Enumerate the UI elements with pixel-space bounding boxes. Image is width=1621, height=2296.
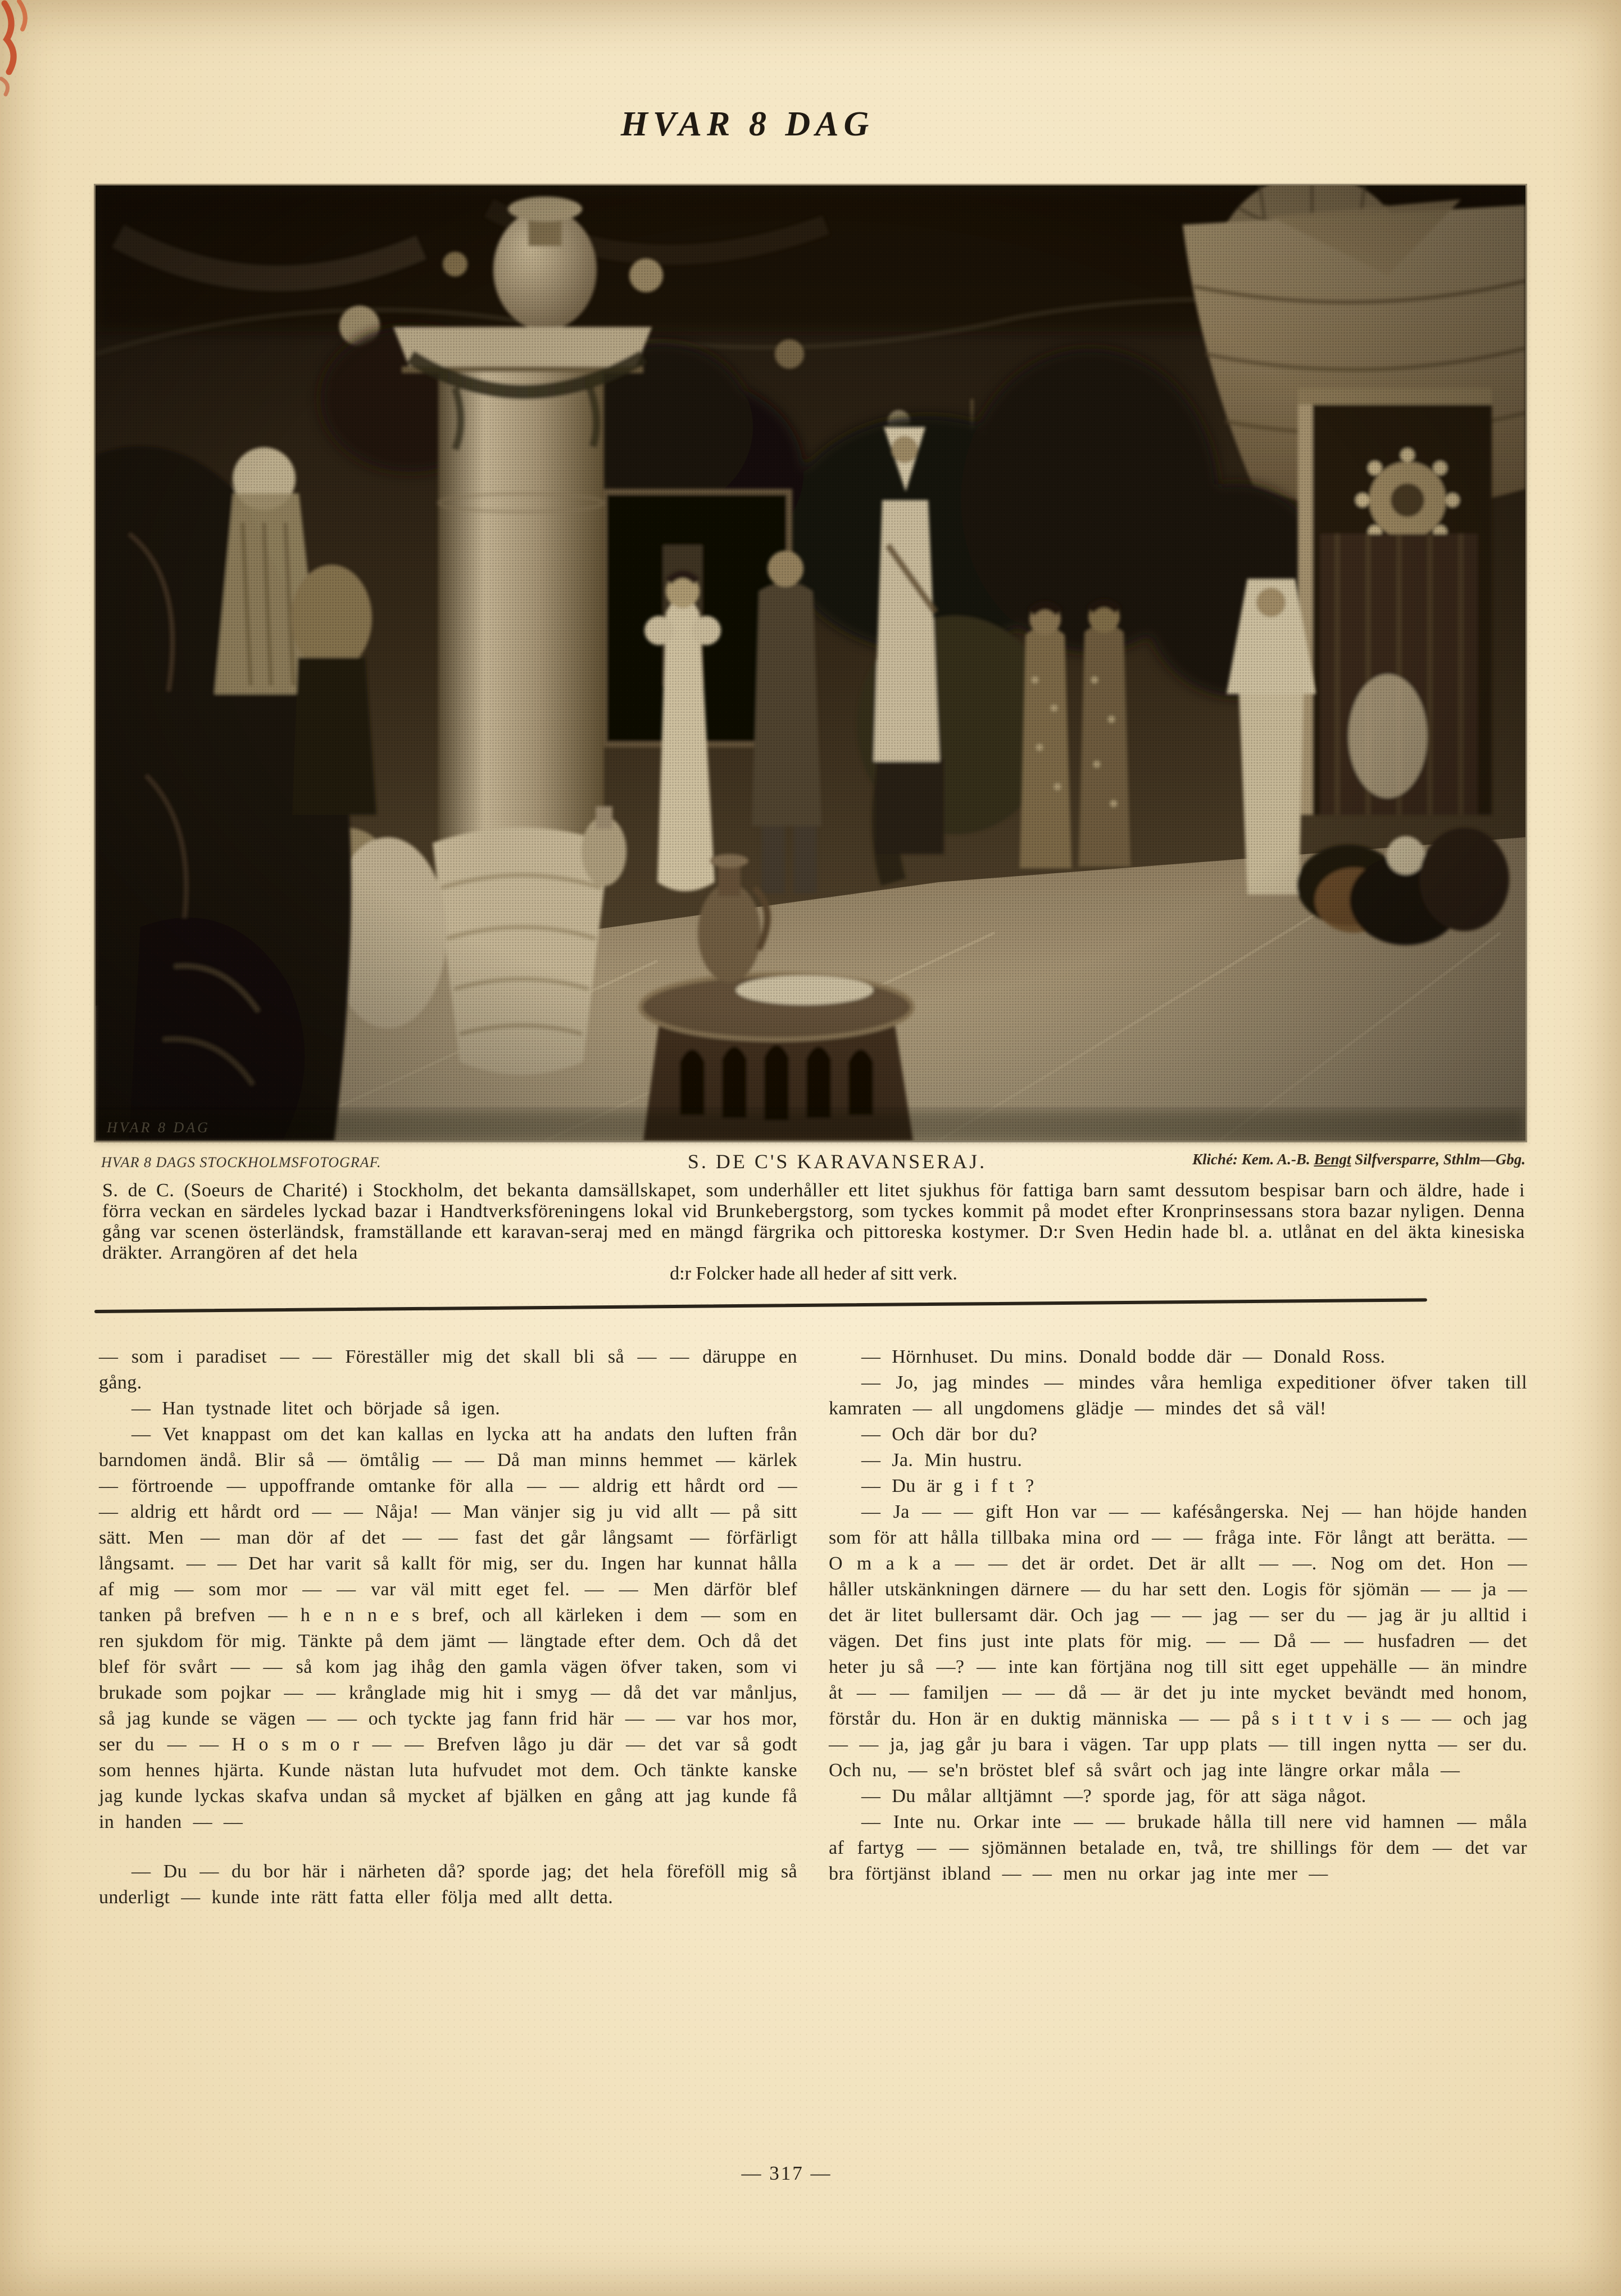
paragraph: — Ja. Min hustru.: [861, 1450, 1023, 1471]
photo-title-caption: S. DE C'S KARAVANSERAJ.: [687, 1150, 987, 1173]
paragraph: — Hörnhuset. Du mins. Donald bodde där — Donald Ross.: [861, 1346, 1386, 1367]
paragraph: — Och där bor du?: [861, 1424, 1038, 1445]
paragraph: — Du målar alltjämnt —? sporde jag, för att säga något.: [861, 1786, 1366, 1807]
paragraph: — som i paradiset — — Föreställer mig det skall bli så — — däruppe en gång.: [99, 1346, 797, 1393]
credit-name-underlined: Bengt: [1314, 1151, 1351, 1168]
paragraph: — Vet knappast om det kan kallas en lycka att ha andats den luften från barndomen ändå. Blir så — ömtålig — — Då man minns hemmet — kärlek — förtroende — uppoffrande omtanke för alla — — aldrig ett hårdt ord — — aldrig ett hårdt ord — — Nåja! — Man vänjer sig ju vid allt — på sitt sätt. Men — man dör af det — — fast det går långsamt — förfärligt långsamt. — — Det har varit så kallt för mig, ser du. Ingen har kunnat hålla af mig — som mor — — var väl mitt eget fel. — — Men därför blef tanken på brefven — h e n n e s bref, och all kärleken i dem — som en ren sjukdom för mig. Tänkte på dem jämt — längtade efter dem. Och då det blef för svårt — — så kom jag ihåg den gamla vägen öfver taken, som vi brukade som pojkar — — krånglade mig hit i smyg — då det var månljus, så jag kunde se vägen — — och tyckte jag fann frid här — — var hos mor, ser du — — H o s m o r — — Brefven lågo ju där — det var så godt som hennes hjärta. Kunde nästan luta hufvudet mot dem. Och tänkte kanske jag kunde lyckas skafva undan så mycket af bjälken en gång att jag kunde få in handen — —: [99, 1424, 797, 1832]
credit-suffix: Silfversparre, Sthlm—Gbg.: [1351, 1151, 1525, 1168]
red-crayon-marks-icon: [0, 0, 124, 107]
photo-watermark: HVAR 8 DAG: [107, 1119, 210, 1136]
article-columns: [99, 1344, 1527, 1911]
paragraph: — Du är g i f t ?: [861, 1476, 1034, 1496]
photo: [96, 185, 1525, 1141]
description-text: S. de C. (Soeurs de Charité) i Stockholm, det bekanta damsällskapet, som underhåller ett litet sjukhus för fattiga barn samt dessutom bespisar barn och äldre, hade i förra veckan en särdeles lyckad bazar i Handtverksföreningens lokal vid Brunkebergstorg, som tyckes kommit på modet efter Kronprinsessans stora bazar nyligen. Denna gång var scenen österländsk, framställande ett karavan-seraj med en mängd färgrika och pittoreska kostymer. D:r Sven Hedin hade bl. a. utlånat en del äkta kinesiska dräkter. Arrangören af det hela: [102, 1180, 1525, 1263]
description-last-line: d:r Folcker hade all heder af sitt verk.: [670, 1263, 957, 1284]
paragraph: — Ja — — gift Hon var — — kafésångerska. Nej — han höjde handen som för att hålla tillbaka mina ord — — fråga inte. För långt att berätta. — O m a k a — — det är ordet. Det är allt — —. Nog om det. Hon — håller utskänkningen därnere — du har sett den. Logis för sjömän — — ja — det är litet bullersamt där. Och jag — — jag — ser du — jag är ju alltid i vägen. Det fins just inte plats för mig. — — Då — — husfadren — det heter ju så —? — inte kan förtjäna nog till sitt eget uppehälle — än mindre åt — — familjen — — då — är det ju inte mycket bevändt med honom, förstår du. Hon är en duktig människa — — på s i t t v i s — — och jag — — ja, jag går ju bara i vägen. Tar upp plats — till ingen nytta — ser du. Och nu, — se'n bröstet blef så svårt och jag inte längre orkar måla —: [829, 1501, 1527, 1781]
article-column-left: [99, 1344, 797, 1911]
photo-description: [102, 1180, 1525, 1284]
paragraph: — Inte nu. Orkar inte — — brukade hålla till nere vid hamnen — måla af fartyg — — sjömännen betalade en, två, tre shillings för dem — det var bra förtjänst ibland — — men nu orkar jag inte mer —: [829, 1812, 1527, 1884]
page-number: — 317 —: [741, 2162, 832, 2184]
paragraph: — Han tystnade litet och började så igen.: [131, 1398, 501, 1419]
credit-prefix: Kliché: Kem. A.-B.: [1192, 1151, 1314, 1168]
paragraph: — Du — du bor här i närheten då? sporde jag; det hela föreföll mig så underligt — kunde inte rätt fatta eller följa med allt detta.: [99, 1861, 797, 1908]
sepia-wash: [96, 185, 1525, 1141]
photo-caption-row: [101, 1147, 1525, 1179]
photo-credit-left: HVAR 8 DAGS STOCKHOLMSFOTOGRAF.: [101, 1154, 382, 1170]
paragraph: — Jo, jag mindes — mindes våra hemliga expeditioner öfver taken till kamraten — all ungdomens glädje — mindes det så väl!: [829, 1372, 1527, 1419]
masthead-title: HVAR 8 DAG: [620, 105, 874, 143]
article-column-right: [829, 1344, 1527, 1911]
photo-credit-right: [1192, 1151, 1525, 1168]
section-divider-rule: [94, 1298, 1427, 1313]
